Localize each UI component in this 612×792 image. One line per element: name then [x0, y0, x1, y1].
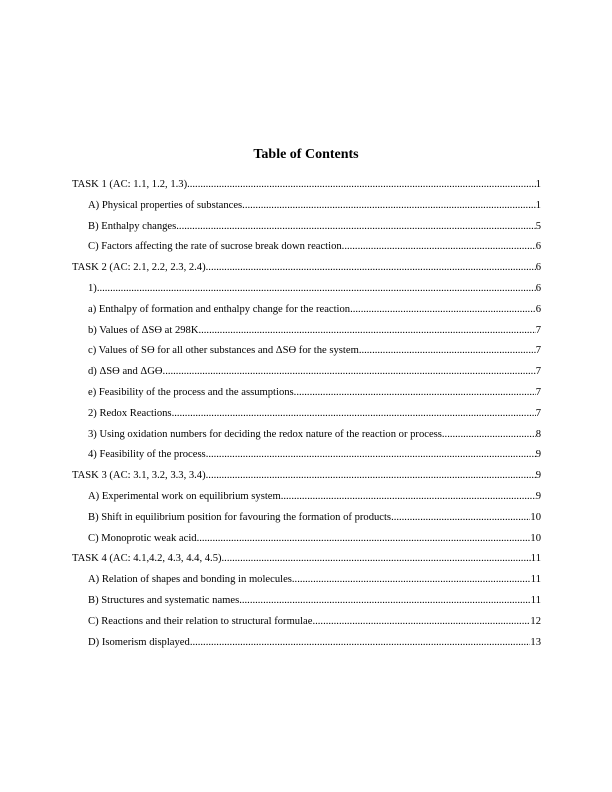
toc-page-number: 1 — [535, 199, 541, 211]
toc-subsection-link[interactable] — [72, 570, 541, 591]
toc-section-link[interactable] — [72, 466, 541, 487]
toc-dot-leader — [172, 404, 536, 425]
toc-subsection-link[interactable] — [72, 362, 541, 383]
toc-page-number: 5 — [535, 220, 541, 232]
toc-dot-leader — [242, 196, 536, 217]
toc-entry-title: TASK 4 (AC: 4.1,4.2, 4.3, 4.4, 4.5) — [72, 553, 222, 565]
table-of-contents — [72, 175, 541, 653]
toc-page-number: 13 — [530, 636, 541, 648]
toc-section-link[interactable] — [72, 175, 541, 196]
toc-page-number: 11 — [530, 574, 541, 586]
toc-page-number: 9 — [535, 490, 541, 502]
toc-page-number: 7 — [535, 324, 541, 336]
toc-entry-title: A) Experimental work on equilibrium system — [88, 490, 281, 502]
toc-entry-title: 1) — [88, 282, 97, 294]
toc-subsection-link[interactable] — [72, 529, 541, 550]
toc-entry-title: e) Feasibility of the process and the assumptions — [88, 386, 294, 398]
toc-dot-leader — [187, 175, 536, 196]
toc-page-number: 1 — [535, 179, 541, 190]
toc-page-number: 12 — [530, 615, 541, 627]
toc-entry-title: B) Structures and systematic names — [88, 594, 240, 606]
toc-dot-leader — [391, 508, 530, 529]
toc-dot-leader — [176, 217, 535, 238]
toc-entry-title: B) Shift in equilibrium position for favouring the formation of products — [88, 511, 392, 523]
toc-entry-title: B) Enthalpy changes — [88, 220, 177, 232]
toc-dot-leader — [206, 466, 536, 487]
toc-dot-leader — [206, 258, 536, 279]
toc-subsection-link[interactable] — [72, 487, 541, 508]
toc-subsection-link[interactable] — [72, 237, 541, 258]
toc-dot-leader — [222, 549, 531, 570]
toc-dot-leader — [197, 529, 531, 550]
toc-page-number: 9 — [535, 470, 541, 482]
toc-subsection-link[interactable] — [72, 321, 541, 342]
toc-page-number: 10 — [530, 532, 541, 544]
toc-dot-leader — [198, 321, 535, 342]
toc-subsection-link[interactable] — [72, 633, 541, 654]
toc-subsection-link[interactable] — [72, 612, 541, 633]
toc-page-number: 6 — [535, 262, 541, 274]
toc-dot-leader — [281, 487, 536, 508]
toc-subsection-link[interactable] — [72, 508, 541, 529]
toc-entry-title: 4) Feasibility of the process — [88, 449, 206, 461]
toc-dot-leader — [190, 633, 531, 654]
toc-page-number: 9 — [535, 449, 541, 461]
toc-subsection-link[interactable] — [72, 383, 541, 404]
toc-page-number: 11 — [530, 594, 541, 606]
toc-entry-title: TASK 1 (AC: 1.1, 1.2, 1.3) — [72, 179, 188, 190]
toc-subsection-link[interactable] — [72, 217, 541, 238]
toc-page-number: 10 — [530, 511, 541, 523]
toc-subsection-link[interactable] — [72, 300, 541, 321]
toc-dot-leader — [206, 445, 536, 466]
toc-dot-leader — [359, 341, 536, 362]
toc-page-number: 7 — [535, 345, 541, 357]
toc-dot-leader — [163, 362, 536, 383]
toc-page-number: 11 — [530, 553, 541, 565]
toc-page-number: 7 — [535, 386, 541, 398]
toc-dot-leader — [292, 570, 531, 591]
toc-dot-leader — [294, 383, 536, 404]
toc-entry-title: A) Relation of shapes and bonding in molecules — [88, 574, 292, 586]
toc-entry-title: D) Isomerism displayed — [88, 636, 190, 648]
toc-section-link[interactable] — [72, 549, 541, 570]
toc-entry-title: C) Factors affecting the rate of sucrose break down reaction — [88, 241, 342, 253]
toc-page-number: 7 — [535, 407, 541, 419]
toc-page-number: 6 — [535, 241, 541, 253]
toc-entry-title: d) ΔSϴ and ΔGϴ — [88, 366, 163, 378]
toc-subsection-link[interactable] — [72, 341, 541, 362]
toc-entry-title: 2) Redox Reactions — [88, 407, 172, 419]
toc-dot-leader — [239, 591, 531, 612]
toc-page-number: 6 — [535, 303, 541, 315]
toc-page-number: 6 — [535, 282, 541, 294]
toc-entry-title: b) Values of ΔSϴ at 298K — [88, 324, 199, 336]
toc-subsection-link[interactable] — [72, 445, 541, 466]
toc-entry-title: a) Enthalpy of formation and enthalpy change for the reaction — [88, 303, 351, 315]
toc-subsection-link[interactable] — [72, 404, 541, 425]
toc-entry-title: c) Values of Sϴ for all other substances and ΔSϴ for the system — [88, 345, 359, 357]
toc-subsection-link[interactable] — [72, 196, 541, 217]
toc-section-link[interactable] — [72, 258, 541, 279]
toc-entry-title: TASK 2 (AC: 2.1, 2.2, 2.3, 2.4) — [72, 262, 206, 274]
toc-entry-title: C) Reactions and their relation to structural formulae — [88, 615, 313, 627]
page-title: Table of Contents — [253, 147, 359, 162]
toc-subsection-link[interactable] — [72, 425, 541, 446]
toc-dot-leader — [312, 612, 530, 633]
toc-page-number: 8 — [535, 428, 541, 440]
toc-dot-leader — [350, 300, 536, 321]
toc-subsection-link[interactable] — [72, 279, 541, 300]
toc-entry-title: A) Physical properties of substances — [88, 199, 243, 211]
toc-dot-leader — [97, 279, 536, 300]
toc-dot-leader — [442, 425, 536, 446]
toc-entry-title: TASK 3 (AC: 3.1, 3.2, 3.3, 3.4) — [72, 470, 206, 482]
toc-dot-leader — [342, 237, 536, 258]
toc-entry-title: C) Monoprotic weak acid — [88, 532, 197, 544]
toc-page-number: 7 — [535, 366, 541, 378]
toc-subsection-link[interactable] — [72, 591, 541, 612]
toc-entry-title: 3) Using oxidation numbers for deciding the redox nature of the reaction or process — [88, 428, 442, 440]
